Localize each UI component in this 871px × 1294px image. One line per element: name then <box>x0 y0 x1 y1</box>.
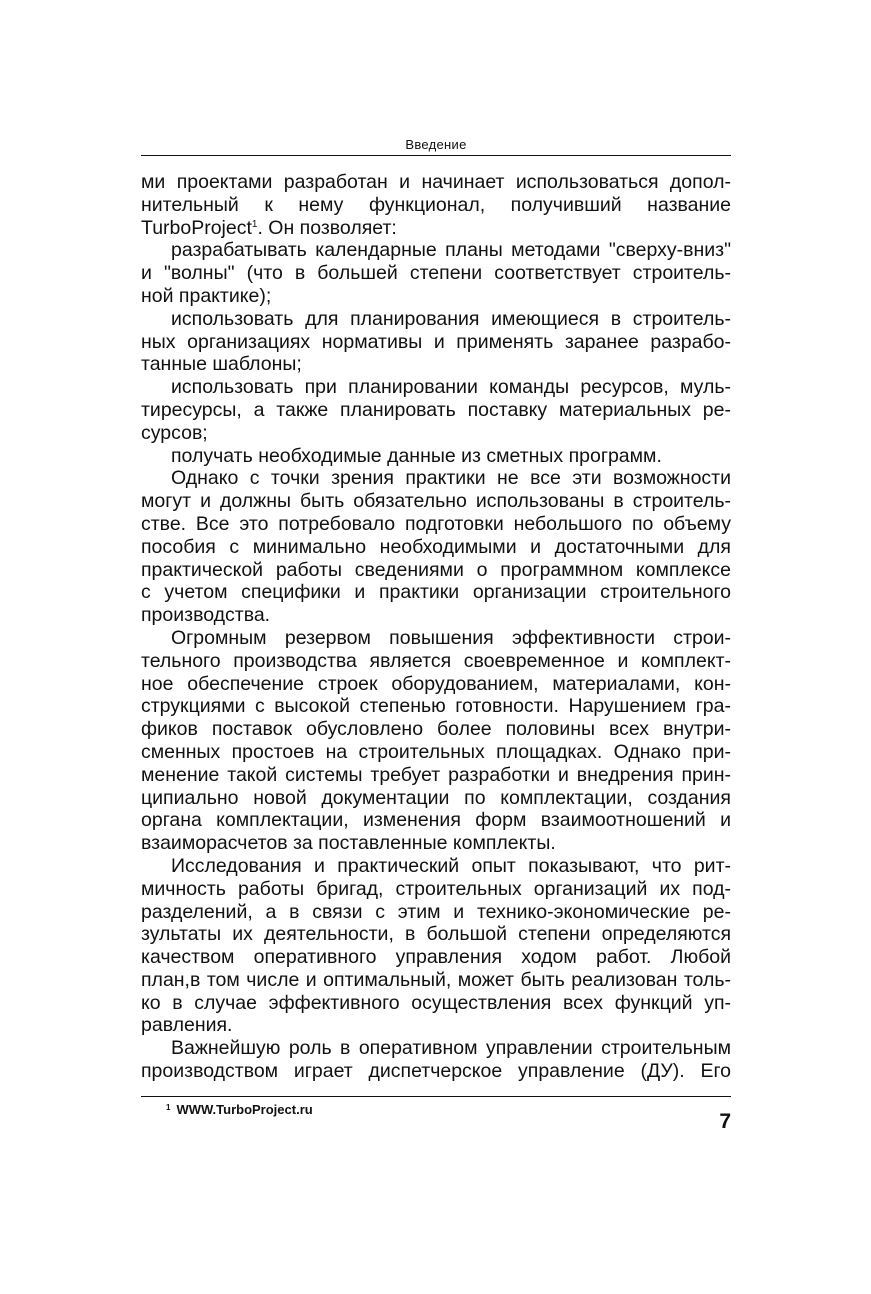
text-line: сменных простоев на строительных площадках. Однако при- <box>141 740 731 763</box>
text-line: взаиморасчетов за поставленные комплекты. <box>141 832 556 855</box>
text-line: Важнейшую роль в оперативном управлении строительным <box>171 1037 731 1060</box>
text-line: органа комплектации, изменения форм взаимоотношений и <box>141 809 731 832</box>
text-line: ко в случае эффективного осуществления всех функций уп- <box>141 991 731 1014</box>
text-line <box>141 217 731 240</box>
text-line: равления. <box>141 1014 233 1037</box>
text-line: производства. <box>141 604 271 627</box>
text-line: качеством оперативного управления ходом работ. Любой <box>141 946 731 969</box>
text-line: Огромным резервом повышения эффективности строи- <box>171 626 731 649</box>
text-line: использовать для планирования имеющиеся в строитель- <box>171 307 731 330</box>
paragraph <box>141 376 731 444</box>
text-line: разделений, а в связи с этим и технико-экономические ре- <box>141 900 731 923</box>
text-line: пособия с минимально необходимыми и достаточными для <box>141 535 731 558</box>
footnote <box>166 1100 313 1118</box>
text-line: нительный к нему функционал, получивший название <box>141 193 731 216</box>
body-text <box>141 171 731 1083</box>
text-line: ных организациях нормативы и применять заранее разрабо- <box>141 330 731 353</box>
footnote-marker: 1 <box>166 1103 171 1112</box>
paragraph <box>141 445 731 468</box>
text-line: стве. Все это потребовало подготовки небольшого по объему <box>141 512 731 535</box>
text-line: менение такой системы требует разработки и внедрения прин- <box>141 763 731 786</box>
text-line: и "волны" (что в большей степени соответствует строитель- <box>141 262 731 285</box>
page-number: 7 <box>719 1110 731 1133</box>
running-title: Введение <box>405 137 467 152</box>
text-line: практической работы сведениями о программном комплексе <box>141 558 731 581</box>
text-line: ной практике); <box>141 284 272 307</box>
footnote-reference: 1 <box>251 218 258 230</box>
text-line: зультаты их деятельности, в большой степени определяются <box>141 923 731 946</box>
text-line: ми проектами разработан и начинает использоваться допол- <box>141 171 731 193</box>
text-line: сурсов; <box>141 421 208 444</box>
text-line: мичность работы бригад, строительных организаций их под- <box>141 877 731 900</box>
footnote-link[interactable]: WWW.TurboProject.ru <box>176 1102 313 1117</box>
text-line: Исследования и практический опыт показывают, что рит- <box>171 854 731 877</box>
text-line: струкциями с высокой степенью готовности. Нарушением гра- <box>141 695 731 718</box>
text-line: Однако с точки зрения практики не все эти возможности <box>171 467 731 490</box>
text-line: получать необходимые данные из сметных программ. <box>171 444 662 467</box>
text-line: ципиально новой документации по комплектации, создания <box>141 786 731 809</box>
text-line: фиков поставок обусловлено более половины всех внутри- <box>141 718 731 741</box>
footnote-rule <box>141 1096 731 1097</box>
text-line: разрабатывать календарные планы методами "сверху-вниз" <box>171 239 731 262</box>
paragraph <box>141 239 731 307</box>
header-rule <box>141 155 731 156</box>
text-line: танные шаблоны; <box>141 353 302 376</box>
paragraph <box>141 627 731 855</box>
text-line: план,в том числе и оптимальный, может быть реализован толь- <box>141 968 731 991</box>
text-line: ное обеспечение строек оборудованием, материалами, кон- <box>141 672 731 695</box>
text-line: производством играет диспетчерское управление (ДУ). Его <box>141 1060 731 1083</box>
text-line: использовать при планировании команды ресурсов, муль- <box>171 376 731 399</box>
text-line: тиресурсы, а также планировать поставку материальных ре- <box>141 398 731 421</box>
paragraph <box>141 171 731 239</box>
text-line: с учетом специфики и практики организации строительного <box>141 581 731 604</box>
text-fragment: . Он позволяет: <box>257 216 397 239</box>
product-name: TurboProject <box>141 216 252 239</box>
text-line: могут и должны быть обязательно использованы в строитель- <box>141 490 731 513</box>
paragraph <box>141 467 731 627</box>
paragraph <box>141 1037 731 1083</box>
text-line: тельного производства является своевременное и комплект- <box>141 649 731 672</box>
paragraph <box>141 308 731 376</box>
paragraph <box>141 855 731 1037</box>
